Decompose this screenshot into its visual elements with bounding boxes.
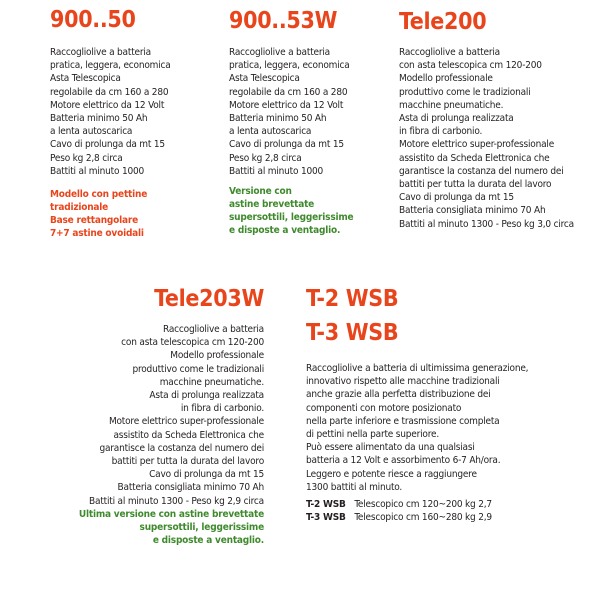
desc-line: Cavo di prolunga da mt 15 bbox=[399, 192, 514, 204]
desc-line: Battiti al minuto 1000 bbox=[229, 165, 324, 177]
product-description bbox=[79, 323, 264, 508]
desc-line: Cavo di prolunga da mt 15 bbox=[229, 139, 344, 151]
spec-model: T-3 WSB bbox=[306, 512, 346, 524]
desc-line: battiti per tutta la durata del lavoro bbox=[111, 456, 264, 468]
desc-line: Raccogliolive a batteria bbox=[229, 47, 330, 58]
desc-line: Battiti al minuto 1000 bbox=[50, 165, 145, 177]
spec-desc: Telescopico cm 160~280 kg 2,9 bbox=[354, 512, 492, 524]
desc-line: Batteria minimo 50 Ah bbox=[229, 113, 327, 125]
desc-line: macchine pneumatiche. bbox=[399, 99, 504, 111]
desc-line: innovativo rispetto alle macchine tradizionali bbox=[306, 376, 500, 388]
desc-line: pratica, leggera, economica bbox=[50, 60, 171, 72]
product-title: Tele203W bbox=[154, 286, 264, 312]
product-tele200 bbox=[399, 9, 574, 231]
desc-line: garantisce la costanza del numero dei bbox=[99, 442, 264, 454]
desc-line: con asta telescopica cm 120-200 bbox=[121, 337, 264, 349]
desc-line: battiti per tutta la durata del lavoro bbox=[399, 179, 552, 191]
spec-model: T-2 WSB bbox=[306, 499, 346, 511]
desc-line: a lenta autoscarica bbox=[50, 126, 133, 138]
desc-line: pratica, leggera, economica bbox=[229, 60, 350, 72]
desc-line: Peso kg 2,8 circa bbox=[50, 152, 123, 164]
product-title: 900..50 bbox=[50, 7, 136, 33]
desc-line: componenti con motore posizionato bbox=[306, 402, 462, 414]
desc-line: macchine pneumatiche. bbox=[159, 376, 264, 388]
desc-line: regolabile da cm 160 a 280 bbox=[229, 86, 348, 98]
desc-line: Raccogliolive a batteria bbox=[399, 47, 500, 58]
desc-line: Peso kg 2,8 circa bbox=[229, 152, 302, 164]
desc-line: Asta di prolunga realizzata bbox=[149, 390, 264, 402]
desc-line: Raccogliolive a batteria bbox=[50, 47, 151, 58]
desc-line: Raccogliolive a batteria bbox=[163, 324, 264, 335]
desc-line: regolabile da cm 160 a 280 bbox=[50, 86, 169, 98]
product-title: Tele200 bbox=[399, 9, 487, 35]
desc-line: Modello professionale bbox=[170, 350, 264, 362]
product-900-50 bbox=[50, 7, 171, 240]
highlight-line: Base rettangolare bbox=[50, 215, 139, 227]
product-highlight bbox=[229, 185, 353, 237]
desc-line: Motore elettrico da 12 Volt bbox=[229, 99, 344, 111]
desc-line: Modello professionale bbox=[399, 73, 493, 85]
desc-line: Motore elettrico super-professionale bbox=[399, 139, 555, 151]
highlight-line: supersottili, leggerissime bbox=[229, 212, 354, 224]
desc-line: di pettini nella parte superiore. bbox=[306, 429, 439, 441]
desc-line: produttivo come le tradizionali bbox=[132, 363, 264, 375]
highlight-line: supersottili, leggerissime bbox=[139, 521, 264, 533]
desc-line: in fibra di carbonio. bbox=[180, 403, 264, 415]
desc-line: Motore elettrico da 12 Volt bbox=[50, 99, 165, 111]
product-description bbox=[399, 46, 574, 231]
desc-line: Batteria consigliata minimo 70 Ah bbox=[117, 482, 264, 494]
desc-line: Asta Telescopica bbox=[229, 73, 300, 85]
product-title-secondary: T-3 WSB bbox=[306, 320, 399, 346]
highlight-line: 7+7 astine ovoidali bbox=[50, 228, 144, 240]
product-title: T-2 WSB bbox=[306, 286, 399, 312]
spec-line bbox=[306, 511, 528, 524]
desc-line: nella parte inferiore e trasmissione completa bbox=[306, 415, 500, 427]
desc-line: produttivo come le tradizionali bbox=[399, 86, 531, 98]
desc-line: Può essere alimentato da una qualsiasi bbox=[306, 442, 475, 454]
product-highlight bbox=[50, 188, 171, 240]
product-description bbox=[50, 46, 171, 178]
highlight-line: tradizionale bbox=[50, 202, 109, 214]
spec-line bbox=[306, 498, 528, 511]
desc-line: anche grazie alla perfetta distribuzione dei bbox=[306, 389, 491, 401]
highlight-line: Versione con bbox=[229, 186, 292, 198]
desc-line: Asta di prolunga realizzata bbox=[399, 113, 514, 125]
desc-line: Battiti al minuto 1300 - Peso kg 2,9 circa bbox=[89, 495, 264, 507]
spec-desc: Telescopico cm 120~200 kg 2,7 bbox=[354, 499, 492, 511]
desc-line: assistito da Scheda Elettronica che bbox=[113, 429, 264, 441]
desc-line: batteria a 12 Volt e assorbimento 6-7 Ah/ora. bbox=[306, 455, 501, 467]
desc-line: Battiti al minuto 1300 - Peso kg 3,0 circa bbox=[399, 218, 574, 230]
product-tele203w bbox=[79, 286, 264, 547]
desc-line: Batteria minimo 50 Ah bbox=[50, 113, 148, 125]
desc-line: con asta telescopica cm 120-200 bbox=[399, 60, 542, 72]
product-900-53w bbox=[229, 8, 353, 237]
desc-line: assistito da Scheda Elettronica che bbox=[399, 152, 550, 164]
desc-line: garantisce la costanza del numero dei bbox=[399, 165, 564, 177]
product-highlight bbox=[79, 508, 264, 547]
desc-line: in fibra di carbonio. bbox=[399, 126, 483, 138]
desc-line: Leggero e potente riesce a raggiungere bbox=[306, 468, 477, 480]
product-t-wsb bbox=[306, 286, 528, 524]
desc-line: Cavo di prolunga da mt 15 bbox=[50, 139, 165, 151]
highlight-line: Modello con pettine bbox=[50, 189, 148, 201]
product-description bbox=[306, 362, 528, 524]
desc-line: Batteria consigliata minimo 70 Ah bbox=[399, 205, 546, 217]
desc-line: a lenta autoscarica bbox=[229, 126, 312, 138]
desc-line: Asta Telescopica bbox=[50, 73, 121, 85]
desc-line: 1300 battiti al minuto. bbox=[306, 481, 403, 493]
highlight-line: Ultima versione con astine brevettate bbox=[78, 508, 264, 520]
highlight-line: e disposte a ventaglio. bbox=[152, 534, 264, 546]
product-description bbox=[229, 46, 353, 178]
highlight-line: e disposte a ventaglio. bbox=[229, 225, 341, 237]
highlight-line: astine brevettate bbox=[229, 199, 315, 211]
desc-line: Raccogliolive a batteria di ultimissima generazione, bbox=[306, 363, 529, 374]
desc-line: Motore elettrico super-professionale bbox=[108, 416, 264, 428]
desc-line: Cavo di prolunga da mt 15 bbox=[149, 469, 264, 481]
product-title: 900..53W bbox=[229, 8, 338, 34]
